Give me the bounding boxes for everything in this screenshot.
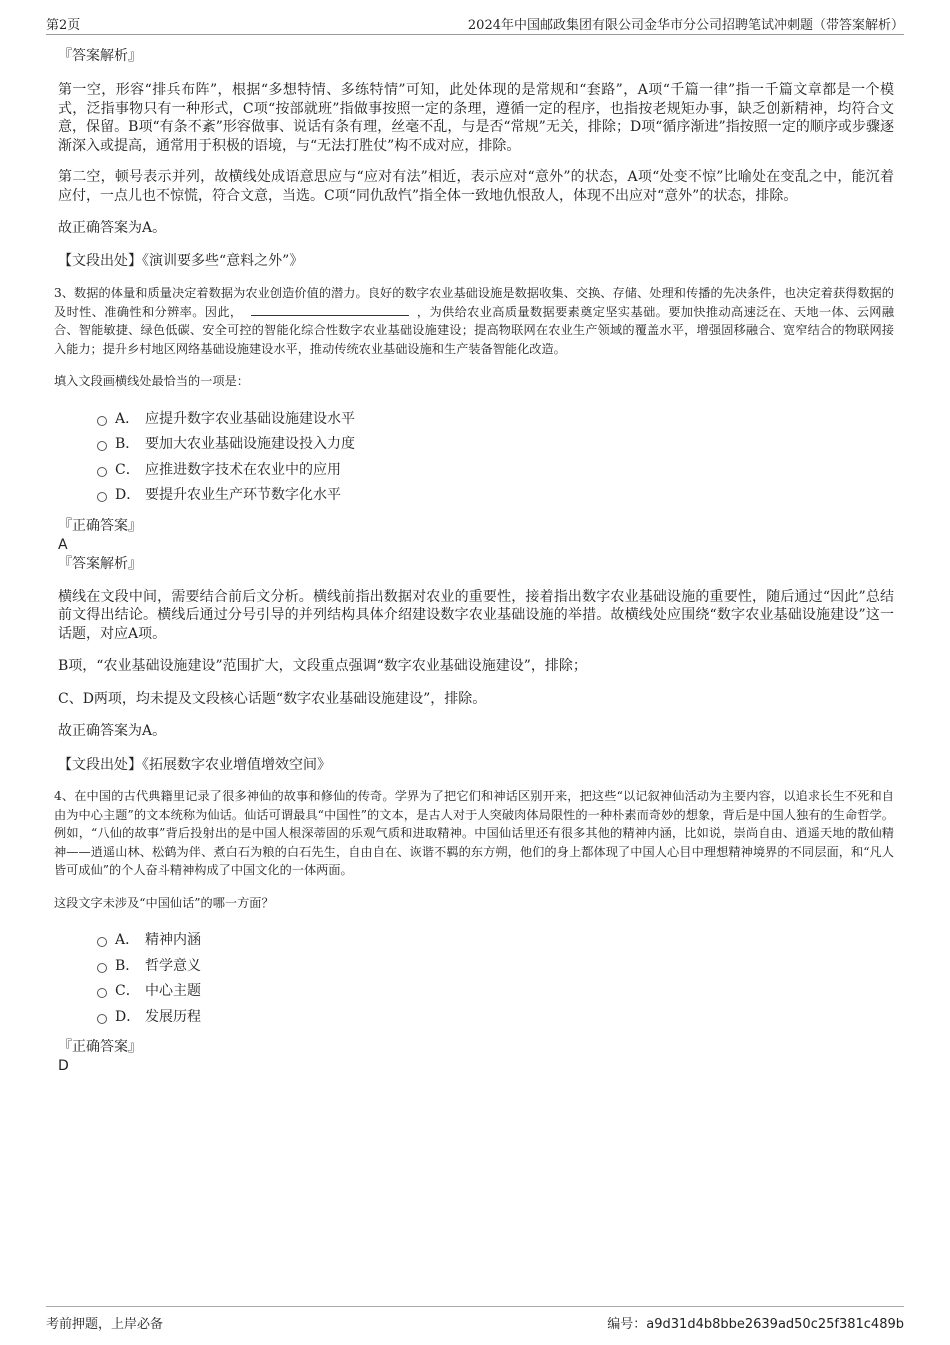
- answer-conclusion: 故正确答案为A。: [58, 220, 167, 236]
- page-footer: [46, 1306, 904, 1332]
- analysis-label: 『答案解析』: [58, 555, 142, 572]
- question-prompt: 填入文段画横线处最恰当的一项是：: [54, 374, 249, 388]
- question-stem: 3、数据的体量和质量决定着数据为农业创造价值的潜力。良好的数字农业基础设施是数据收集、交换、存储、处理和传播的先决条件，也决定着获得数据的及时性、准确性和分辨率。因此， ，为供给农业高质量数据要素奠定坚实基础。要加快推动高速泛在、天地一体、云网融合、智能敏捷、绿色低碳、安全可控的智能化综合性数字农业基础设施建设；提高物联网在农业生产领域的覆盖水平，增强固移融合、宽窄结合的物联网接入能力；提升乡村地区网络基础设施建设水平，推动传统农业基础设施和生产装备智能化改造。: [54, 286, 895, 356]
- document-title: 2024年中国邮政集团有限公司金华市分公司招聘笔试冲刺题（带答案解析）: [467, 18, 904, 33]
- analysis-paragraph: 第二空，顿号表示并列，故横线处成语意思应与“应对有法”相近，表示应对“意外”的状态，A项“处变不惊”比喻处在变乱之中，能沉着应付，一点儿也不惊慌，符合文意，当选。C项“同仇敌忾”指全体一致地仇恨敌人，体现不出应对“意外”的状态，排除。: [58, 169, 894, 204]
- source-citation: 【文段出处】《拓展数字农业增值增效空间》: [58, 756, 331, 773]
- radio-button[interactable]: [97, 416, 107, 426]
- correct-answer: A: [58, 536, 68, 553]
- answer-label: 『正确答案』: [58, 1039, 142, 1055]
- radio-button[interactable]: [97, 467, 107, 477]
- options-list: [58, 408, 894, 510]
- option-d[interactable]: D． 发展历程: [58, 1006, 894, 1032]
- footer-slogan: 考前押题，上岸必备: [46, 1317, 164, 1332]
- question-stem: 4、在中国的古代典籍里记录了很多神仙的故事和修仙的传奇。学界为了把它们和神话区别开来，把这些“以记叙神仙活动为主要内容，以追求长生不死和自由为中心主题”的文本统称为仙话。仙话可谓最具“中国性”的文本，是古人对于人突破肉体局限性的一种朴素而奇妙的想象，背后是中国人独有的生命哲学。例如，“八仙的故事”背后投射出的是中国人根深蒂固的乐观气质和进取精神。中国仙话里还有很多其他的精神内涵，比如说，崇尚自由、逍遥天地的散仙精神——逍遥山林、松鹤为伴、煮白石为粮的白石先生，自由自在、诙谐不羁的东方朔，他们的身上都体现了中国人心目中理想精神境界的不同层面，和“凡人皆可成仙”的个人奋斗精神构成了中国文化的一体两面。: [54, 789, 894, 877]
- option-c[interactable]: C． 中心主题: [58, 980, 894, 1006]
- answer-label: 『正确答案』: [58, 517, 142, 534]
- radio-button[interactable]: [97, 963, 107, 973]
- option-c[interactable]: C． 应推进数字技术在农业中的应用: [58, 459, 894, 485]
- document-body: [54, 44, 895, 1075]
- analysis-label: 『答案解析』: [58, 48, 142, 64]
- page-header: [46, 14, 904, 35]
- correct-answer: D: [58, 1058, 69, 1074]
- option-b[interactable]: B． 哲学意义: [58, 955, 894, 981]
- radio-button[interactable]: [97, 937, 107, 947]
- radio-button[interactable]: [97, 492, 107, 502]
- option-a[interactable]: A． 精神内涵: [58, 929, 894, 955]
- answer-conclusion: 故正确答案为A。: [58, 723, 167, 739]
- question-prompt: 这段文字未涉及“中国仙话”的哪一方面？: [54, 895, 274, 910]
- analysis-paragraph: B项，“农业基础设施建设”范围扩大，文段重点强调“数字农业基础设施建设”，排除；: [58, 658, 587, 674]
- analysis-paragraph: 第一空，形容“排兵布阵”，根据“多想特情、多练特情”可知，此处体现的是常规和“套路”，A项“千篇一律”指一千篇文章都是一个模式，泛指事物只有一种形式，C项“按部就班”指做事按照一定的条理，遵循一定的程序，也指按老规矩办事，缺乏创新精神，均符合文意，保留。B项“有条不紊”形容做事、说话有条有理，丝毫不乱，与是否“常规”无关，排除；D项“循序渐进”指按照一定的顺序或步骤逐渐深入或提高，通常用于积极的语境，与“无法打胜仗”构不成对应，排除。: [58, 82, 894, 154]
- source-citation: 【文段出处】《演训要多些“意料之外”》: [58, 252, 304, 269]
- options-list: [58, 929, 894, 1031]
- document-code: 编号：a9d31d4b8bbe2639ad50c25f381c489b: [607, 1317, 904, 1332]
- option-b[interactable]: B． 要加大农业基础设施建设投入力度: [58, 433, 894, 459]
- radio-button[interactable]: [97, 441, 107, 451]
- option-a[interactable]: A． 应提升数字农业基础设施建设水平: [58, 408, 894, 434]
- radio-button[interactable]: [97, 988, 107, 998]
- radio-button[interactable]: [97, 1014, 107, 1024]
- analysis-paragraph: C、D两项，均未提及文段核心话题“数字农业基础设施建设”，排除。: [58, 690, 487, 707]
- option-d[interactable]: D． 要提升农业生产环节数字化水平: [58, 484, 894, 510]
- page-number: 第2页: [46, 18, 81, 33]
- fill-blank: [251, 303, 409, 316]
- analysis-paragraph: 横线在文段中间，需要结合前后文分析。横线前指出数据对农业的重要性，接着指出数字农业基础设施的重要性，随后通过“因此”总结前文得出结论。横线后通过分号引导的并列结构具体介绍建设数字农业基础设施的举措。故横线处应围绕“数字农业基础设施建设”这一话题，对应A项。: [58, 588, 894, 642]
